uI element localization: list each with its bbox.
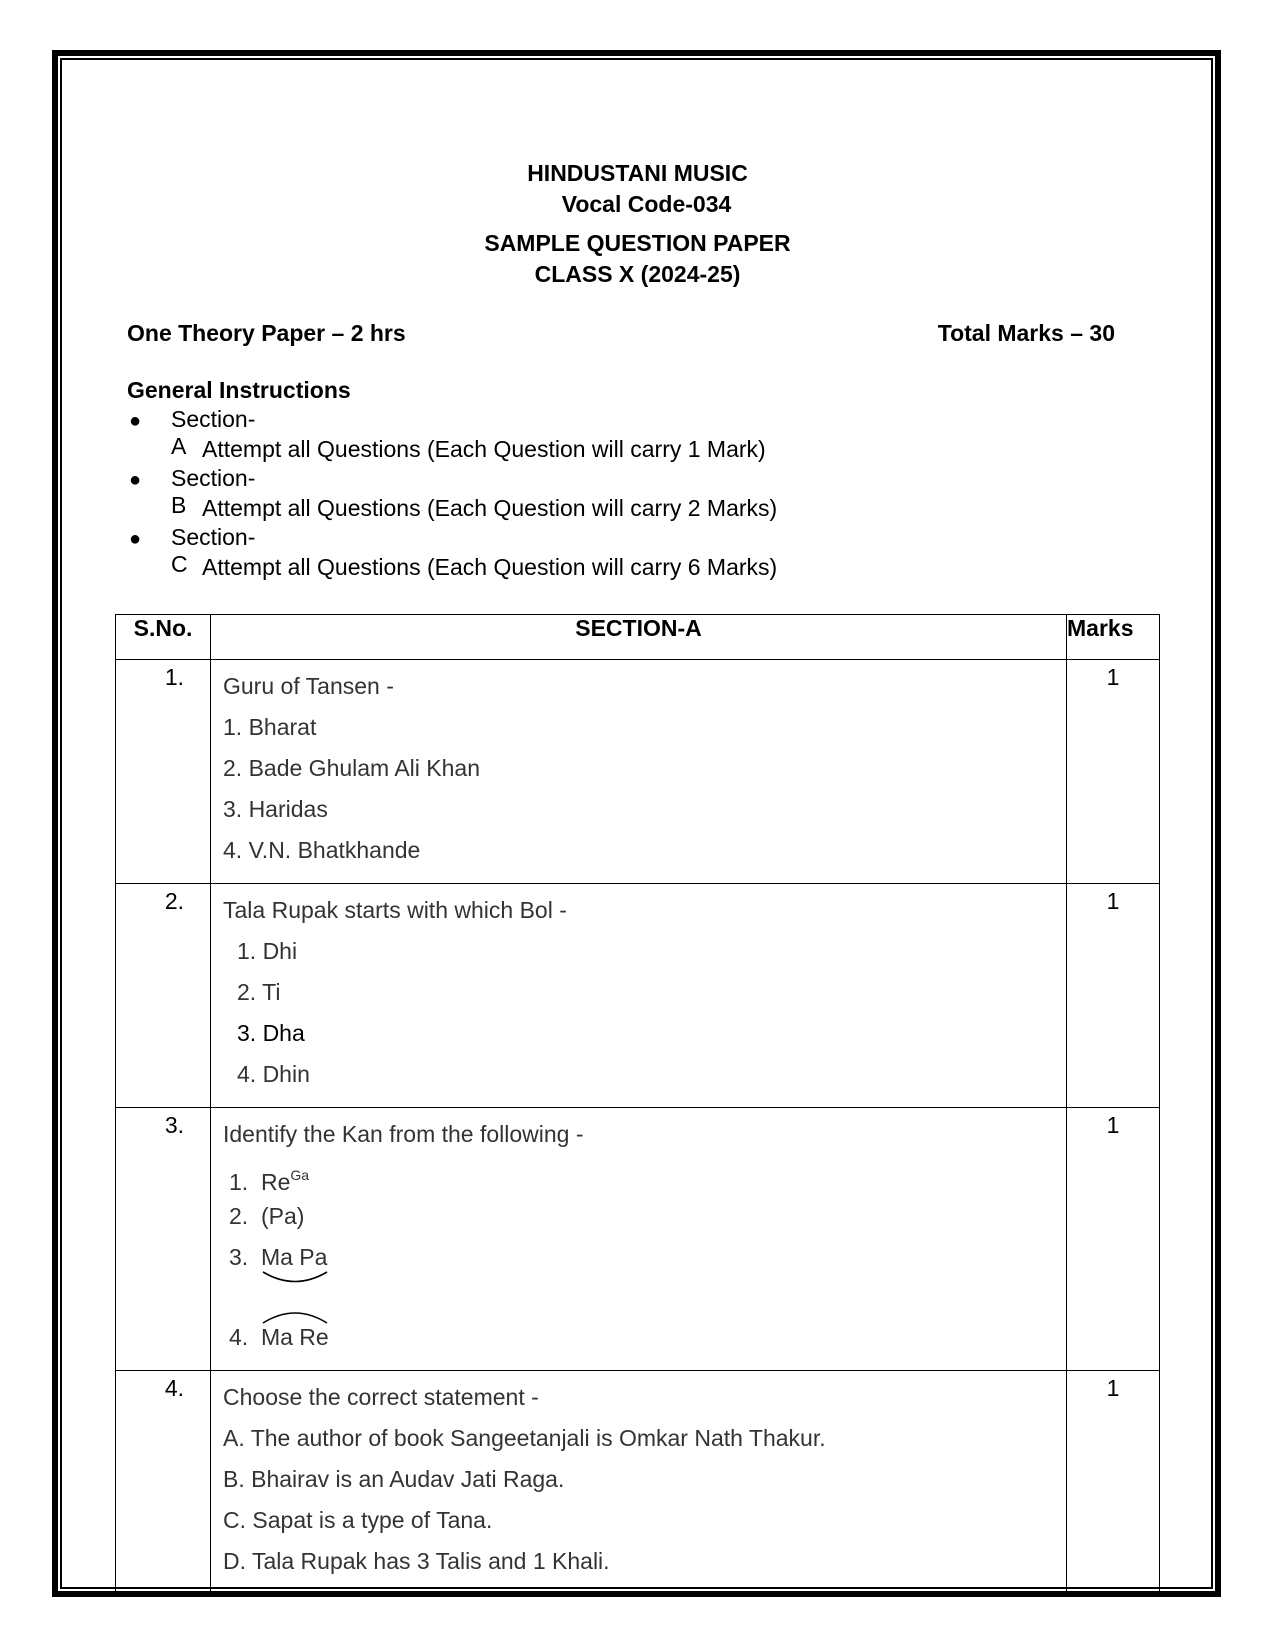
question-text: Identify the Kan from the following - <box>223 1121 584 1147</box>
bullet-icon: ● <box>129 410 142 432</box>
question-text: Choose the correct statement - <box>223 1384 539 1410</box>
question-number: 3. <box>116 1108 211 1371</box>
subject-title: HINDUSTANI MUSIC <box>527 160 748 186</box>
instruction-text: Attempt all Questions (Each Question will carry 1 Mark) <box>202 436 766 462</box>
subject-code: Vocal Code-034 <box>561 191 732 217</box>
kan-superscript: Ga <box>290 1167 310 1183</box>
header-sno: S.No. <box>116 615 211 660</box>
option: 2. Ti <box>237 979 281 1005</box>
bullet-icon: ● <box>129 469 142 491</box>
option: D. Tala Rupak has 3 Talis and 1 Khali. <box>223 1548 610 1574</box>
question-number: 2. <box>116 884 211 1108</box>
option-note: Ma Pa <box>260 1244 328 1270</box>
option: 4. Dhin <box>237 1061 310 1087</box>
option-number: 4. <box>229 1324 249 1350</box>
option-note: Re <box>260 1169 291 1195</box>
option: 2. Bade Ghulam Ali Khan <box>223 755 480 781</box>
question-table <box>115 614 1160 1595</box>
option: 4. V.N. Bhatkhande <box>223 837 421 863</box>
paper-title: SAMPLE QUESTION PAPER <box>484 230 791 256</box>
header-marks: Marks <box>1067 615 1160 660</box>
question-cell <box>211 1371 1067 1595</box>
table-row <box>116 1108 1160 1371</box>
instruction-section: Section-B <box>171 465 256 518</box>
option <box>223 1323 1056 1364</box>
table-row <box>116 1371 1160 1595</box>
meend-arc-below-icon <box>261 1269 331 1287</box>
question-marks: 1 <box>1067 1108 1160 1371</box>
question-text: Tala Rupak starts with which Bol - <box>223 897 567 923</box>
question-cell <box>211 1108 1067 1371</box>
paper-duration: One Theory Paper – 2 hrs <box>127 320 406 346</box>
option-note-with-meend <box>261 1243 327 1271</box>
option: 1. Dhi <box>237 938 298 964</box>
table-row <box>116 660 1160 884</box>
total-marks: Total Marks – 30 <box>937 320 1115 346</box>
option <box>223 1202 1056 1243</box>
option-number: 1. <box>229 1169 249 1195</box>
instruction-text: Attempt all Questions (Each Question will carry 2 Marks) <box>202 495 778 521</box>
header-section: SECTION-A <box>211 615 1067 660</box>
option <box>223 1161 1056 1202</box>
option: 1. Bharat <box>223 714 317 740</box>
class-title: CLASS X (2024-25) <box>534 261 741 287</box>
option: 3. Haridas <box>223 796 328 822</box>
instructions-title: General Instructions <box>127 377 351 403</box>
option <box>223 1243 1056 1323</box>
question-text: Guru of Tansen - <box>223 673 394 699</box>
table-header-row <box>116 615 1160 660</box>
option: 3. Dha <box>237 1020 305 1046</box>
option: A. The author of book Sangeetanjali is Omkar Nath Thakur. <box>223 1425 826 1451</box>
question-number: 4. <box>116 1371 211 1595</box>
question-marks: 1 <box>1067 884 1160 1108</box>
question-number: 1. <box>116 660 211 884</box>
option: B. Bhairav is an Audav Jati Raga. <box>223 1466 565 1492</box>
question-marks: 1 <box>1067 660 1160 884</box>
instruction-section: Section-A <box>171 406 256 459</box>
option-note: Ma Re <box>260 1324 329 1350</box>
question-cell <box>211 884 1067 1108</box>
question-marks: 1 <box>1067 1371 1160 1595</box>
question-cell <box>211 660 1067 884</box>
option-number: 2. <box>229 1203 249 1229</box>
option-note: (Pa) <box>260 1203 305 1229</box>
option: C. Sapat is a type of Tana. <box>223 1507 493 1533</box>
option-note-with-meend <box>261 1323 329 1351</box>
meend-arc-above-icon <box>261 1307 331 1325</box>
option-number: 3. <box>229 1244 249 1270</box>
bullet-icon: ● <box>129 528 142 550</box>
instruction-text: Attempt all Questions (Each Question will carry 6 Marks) <box>202 554 778 580</box>
instruction-section: Section-C <box>171 524 256 577</box>
table-row <box>116 884 1160 1108</box>
